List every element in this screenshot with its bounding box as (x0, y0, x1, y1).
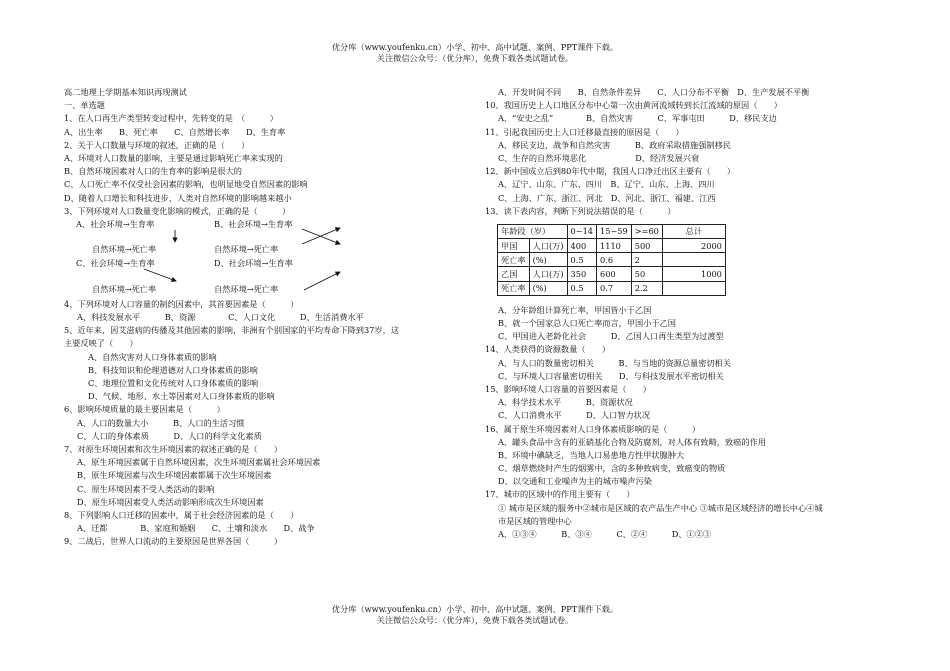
arrow-d (304, 272, 340, 290)
table-cell: 1110 (597, 239, 632, 253)
diagram-d-bottom: 自然环境→死亡率 (214, 283, 279, 294)
question-2-option-b: B、自然环境因素对人口的生育率的影响是很大的 (64, 166, 242, 177)
question-2: 2、关于人口数量与环境的叙述，正确的是（ ） (64, 139, 250, 150)
table-header-row (498, 224, 726, 238)
table-cell: 350 (567, 267, 597, 281)
page-header (0, 42, 950, 64)
question-12: 12、新中国成立后到80年代中期，我国人口净迁出区主要有（ ） (485, 166, 736, 177)
table-cell: 0.6 (597, 253, 632, 267)
question-10-options: A、“安史之乱” B、自然灾害 C、军事屯田 D、移民支边 (498, 113, 777, 124)
table-cell: (%) (529, 253, 567, 267)
question-13-option-a: A、分年龄组计算死亡率，甲国皆小于乙国 (498, 304, 652, 315)
question-16-option-c: C、烟草燃烧时产生的烟雾中，含的多种致病变，致癌变的物质 (498, 463, 726, 474)
diagram-c-top: C、社会环境→生育率 (76, 257, 155, 268)
question-5: 5、近年来，因艾滋病的传播及其他因素的影响，非洲有个别国家的平均寿命下降到37岁，这 (64, 325, 399, 336)
question-7-option-c: C、原生环境因素不受人类活动的影响 (77, 483, 215, 494)
question-5-option-a: A、自然灾害对人口身体素质的影响 (88, 351, 217, 362)
right-column (485, 86, 890, 541)
table-cell: 年龄段（岁） (498, 224, 568, 238)
question-3: 3、下列环境对人口数量变化影响的模式，正确的是（ ） (64, 205, 291, 216)
question-13-option-cd: C、甲国进入老龄化社会 D、乙国人口再生类型为过渡型 (498, 331, 724, 342)
arrow-c (144, 269, 176, 281)
table-cell: (%) (529, 281, 567, 295)
exam-title: 高二地理上学期基本知识再现测试 (64, 87, 187, 97)
table-cell: 400 (567, 239, 597, 253)
question-14-options-ab: A、与人口的数量密切相关 B、与当地的资源总量密切相关 (498, 357, 731, 368)
diagram-a-top: A、社会环境→生育率 (76, 218, 155, 229)
table-cell: 甲国 (498, 239, 530, 253)
header-line-2: 关注微信公众号：（优分库），免费下载各类试题试卷。 (376, 53, 574, 63)
question-3-diagram (64, 218, 480, 298)
question-15-options-cd: C、人口消费水平 D、人口智力状况 (498, 410, 651, 421)
question-7-option-a: A、原生环境因素属于自然环境因素，次生环境因素属社会环境因素 (77, 457, 321, 468)
table-cell: 600 (597, 267, 632, 281)
diagram-c-bottom: 自然环境→死亡率 (92, 283, 157, 294)
question-1: 1、在人口再生产类型转变过程中，先转变的是 （ ） (64, 113, 278, 124)
question-6-options-ab: A、人口的数量大小 B、人口的生活习惯 (77, 417, 245, 428)
diagram-b-top: B、社会环境→生育率 (214, 218, 293, 229)
question-6-options-cd: C、人口的身体素质 D、人口的科学文化素质 (77, 430, 262, 441)
footer-line-2: 关注微信公众号：（优分库），免费下载各类试题试卷。 (376, 615, 574, 625)
question-17: 17、城市的区域中的作用主要有（ ） (485, 489, 635, 500)
question-14-options-cd: C、与环境人口容量密切相关 D、与科技发展水平密切相关 (498, 370, 724, 381)
table-row (498, 267, 726, 281)
header-line-1: 优分库（www.youfenku.cn）小学、初中、高中试题、案例、PPT课件下载。 (331, 42, 619, 52)
table-cell: 0.5 (567, 253, 597, 267)
question-10: 10、我国历史上人口地区分布中心第一次由黄河流域转到长江流域的原因（ ） (485, 100, 782, 111)
question-5-continued: 主要反映了（ ） (64, 338, 138, 349)
question-12-options-cd: C、上海、广东、浙江、河北 D、河北、浙江、福建、江西 (498, 192, 716, 203)
table-cell: 人口(万) (529, 267, 567, 281)
question-7: 7、对原生环境因素和次生环境因素的叙述正确的是（ ） (64, 443, 283, 454)
table-row (498, 239, 726, 253)
question-8: 8、下列影响人口迁移的因素中，属于社会经济因素的是（ ） (64, 509, 299, 520)
question-11: 11、引起我国历史上人口迁移最直接的原因是（ ） (485, 126, 684, 137)
question-2-option-c: C、人口死亡率不仅受社会因素的影响，也明显地受自然因素的影响 (64, 179, 308, 190)
table-row (498, 281, 726, 295)
question-9-options: A、开发时间不同 B、自然条件差异 C、人口分布不平衡 D、生产发展不平衡 (498, 87, 810, 97)
question-4-options: A、科技发展水平 B、资源 C、人口文化 D、生活消费水平 (77, 312, 364, 323)
question-14: 14、人类获得的资源数量（ ） (485, 344, 611, 355)
table-cell: 50 (631, 267, 662, 281)
table-cell: 2.2 (631, 281, 662, 295)
question-16-option-d: D、以交通和工业噪声为主的城市噪声污染 (498, 476, 652, 487)
question-17-statements-continued: 市是区域的管理中心 (498, 515, 572, 526)
table-cell: 人口(万) (529, 239, 567, 253)
table-cell: 2000 (662, 239, 725, 253)
table-cell (662, 281, 725, 295)
table-cell: 死亡率 (498, 253, 530, 267)
question-6: 6、影响环境质量的最主要因素是（ ） (64, 404, 225, 415)
page-footer (0, 604, 950, 626)
question-7-option-d: D、原生环境因素受人类活动影响形成次生环境因素 (77, 496, 264, 507)
diagram-a-bottom: 自然环境→死亡率 (92, 243, 157, 254)
diagram-arrows (64, 218, 364, 298)
question-2-option-a: A、环境对人口数量的影响，主要是通过影响死亡率来实现的 (64, 152, 283, 163)
table-cell: 死亡率 (498, 281, 530, 295)
question-5-option-d: D、气候、地形、水土等因素对人口身体素质的影响 (88, 391, 275, 402)
question-12-options-ab: A、辽宁、山东、广东、四川 B、辽宁、山东、上海、四川 (498, 179, 715, 190)
table-cell: 2 (631, 253, 662, 267)
table-cell: >=60 (631, 224, 662, 238)
question-2-option-d: D、随着人口增长和科技进步，人类对自然环境的影响越来越小 (64, 192, 292, 203)
footer-line-1: 优分库（www.youfenku.cn）小学、初中、高中试题、案例、PPT课件下载。 (331, 604, 619, 614)
left-column (64, 86, 480, 548)
table-row (498, 253, 726, 267)
section-heading: 一、单选题 (64, 100, 105, 111)
table-cell: 0.5 (567, 281, 597, 295)
population-table (497, 224, 726, 296)
question-13: 13、读下表内容，判断下列说法错误的是（ ） (485, 205, 676, 216)
table-cell: 1000 (662, 267, 725, 281)
question-16-option-b: B、环境中碘缺乏，当地人口易患地方性甲状腺肿大 (498, 449, 685, 460)
diagram-b-bottom: 自然环境→死亡率 (214, 243, 279, 254)
table-cell: 0.7 (597, 281, 632, 295)
question-5-option-c: C、地理位置和文化传统对人口身体素质的影响 (88, 378, 259, 388)
table-cell: 500 (631, 239, 662, 253)
question-1-options: A、出生率 B、死亡率 C、自然增长率 D、生育率 (64, 126, 286, 137)
question-5-option-b: B、科技知识和伦理道德对人口身体素质的影响 (88, 364, 258, 375)
table-cell: 15~59 (597, 224, 632, 238)
question-11-options-ab: A、移民支边，战争和自然灾害 B、政府采取措施强制移民 (498, 139, 731, 150)
question-17-statements: ① 城市是区域的服务中②城市是区域的农产品生产中心 ③城市是区域经济的增长中心④城 (498, 502, 823, 513)
question-4: 4、下列环境对人口容量的制约因素中，其首要因素是（ ） (64, 298, 299, 309)
question-16-option-a: A、罐头食品中含有的亚硝基化合物及防腐剂，对人体有致畸，致癌的作用 (498, 436, 766, 447)
diagram-d-top: D、社会环境→生育率 (214, 257, 293, 268)
question-17-options: A、①③④ B、③④ C、②④ D、①②③ (498, 529, 712, 539)
question-15-options-ab: A、科学技术水平 B、资源状况 (498, 397, 633, 408)
question-15: 15、影响环境人口容量的首要因素是（ ） (485, 383, 651, 394)
question-7-option-b: B、原生环境因素与次生环境因素都属于次生环境因素 (77, 470, 272, 481)
table-cell: 乙国 (498, 267, 530, 281)
question-11-options-cd: C、生存的自然环境恶化 D、经济发展兴衰 (498, 152, 700, 163)
table-cell: 0~14 (567, 224, 597, 238)
table-cell (662, 253, 725, 267)
question-9: 9、二战后，世界人口流动的主要原因是世界各国（ ） (64, 536, 283, 547)
question-13-option-b: B、就一个国家总人口死亡率而言，甲国小于乙国 (498, 318, 676, 328)
question-16: 16、属于原生环境因素对人口身体素质影响的是（ ） (485, 423, 701, 434)
question-8-options: A、迁都 B、家庭和婚姻 C、土壤和淡水 D、战争 (77, 523, 315, 534)
table-cell: 总计 (662, 224, 725, 238)
